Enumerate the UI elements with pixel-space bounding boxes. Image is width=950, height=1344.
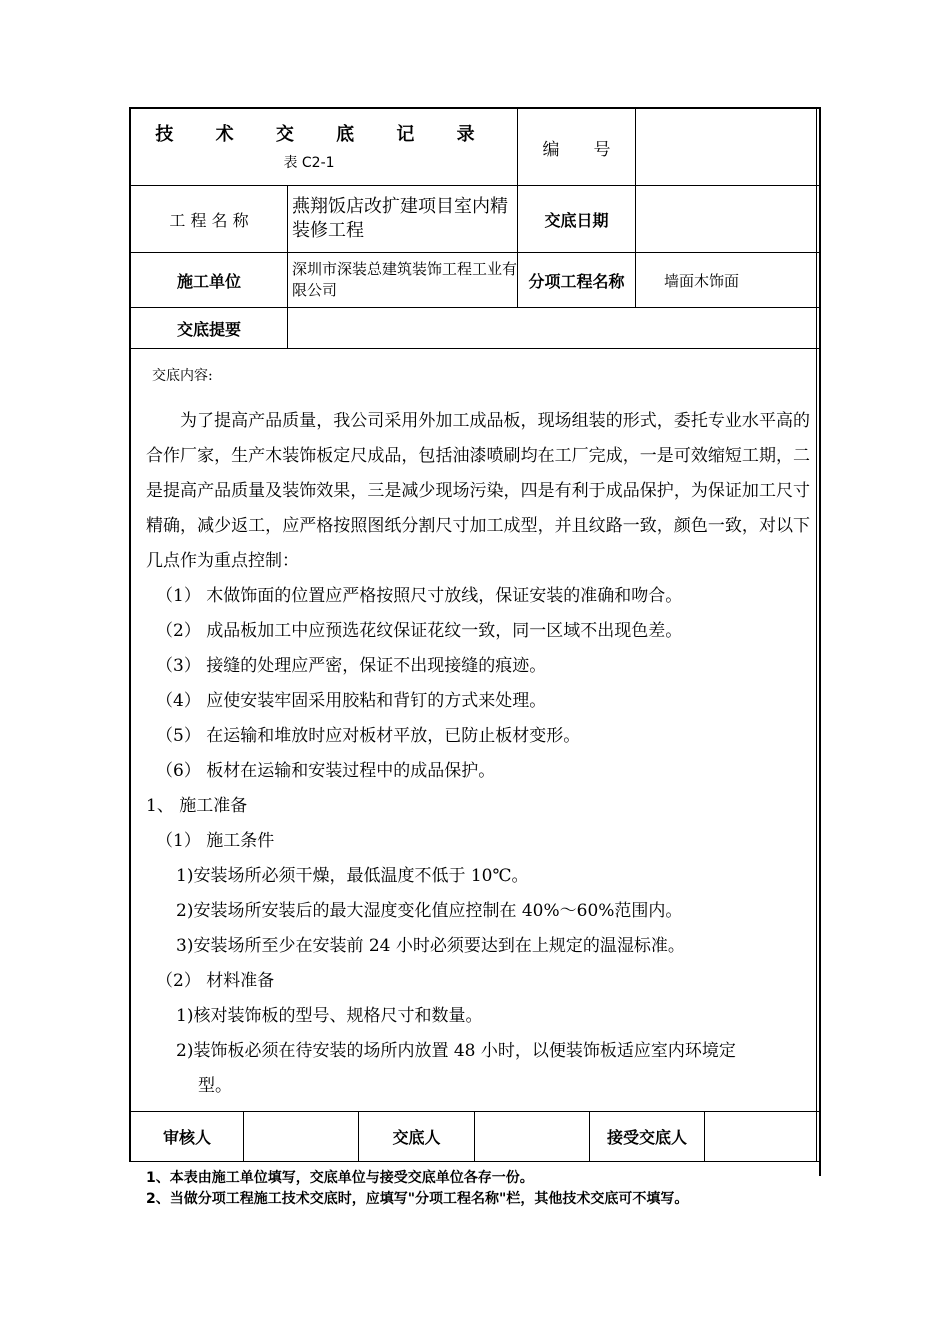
content-intro-label: 交底内容: [152,368,213,384]
summary-field[interactable] [288,308,816,348]
title-cell [131,109,517,185]
project-name-value[interactable]: 燕翔饭店改扩建项目室内精装修工程 [292,196,508,241]
material-2: 2)装饰板必须在待安装的场所内放置 48 小时，以便装饰板适应室内环境定 [176,1041,736,1061]
date-label: 交底日期 [544,210,609,230]
condition-3: 3)安装场所至少在安装前 24 小时必须要达到在上规定的温湿标准。 [176,936,685,956]
point-5: （5） 在运输和堆放时应对板材平放，已防止板材变形。 [156,726,581,746]
contractor-value[interactable]: 深圳市深装总建筑装饰工程工业有限公司 [292,260,518,299]
form-title: 技 术 交 底 记 录 [155,124,493,145]
footnote-2: 2、当做分项工程施工技术交底时，应填写"分项工程名称"栏，其他技术交底可不填写。 [146,1191,689,1207]
presenter-field[interactable] [475,1112,589,1161]
form-number: 表 C2-1 [283,155,335,171]
number-field[interactable] [636,109,816,185]
number-label: 编 号 [542,139,611,160]
conditions-heading: （1） 施工条件 [156,831,275,851]
subproject-label: 分项工程名称 [528,271,625,291]
footnote-1: 1、本表由施工单位填写，交底单位与接受交底单位各存一份。 [146,1170,534,1186]
receiver-field[interactable] [705,1112,816,1161]
summary-label: 交底提要 [176,319,241,339]
section-heading: 1、 施工准备 [146,796,248,816]
condition-1: 1)安装场所必须干燥，最低温度不低于 10℃。 [176,866,529,886]
point-1: （1） 木做饰面的位置应严格按照尺寸放线，保证安装的准确和吻合。 [156,586,683,606]
row-divider-4 [129,348,821,349]
presenter-label: 交底人 [392,1128,441,1147]
reviewer-field[interactable] [244,1112,358,1161]
materials-heading: （2） 材料准备 [156,971,275,991]
reviewer-label: 审核人 [162,1128,211,1147]
table-border-right [819,107,821,1176]
point-2: （2） 成品板加工中应预选花纹保证花纹一致，同一区域不出现色差。 [156,621,683,641]
point-6: （6） 板材在运输和安装过程中的成品保护。 [156,761,496,781]
subproject-value[interactable]: 墙面木饰面 [664,271,740,290]
receiver-label: 接受交底人 [606,1128,687,1147]
contractor-label: 施工单位 [176,271,241,291]
condition-2: 2)安装场所安装后的最大湿度变化值应控制在 40%～60%范围内。 [176,901,683,921]
material-2-cont: 型。 [198,1076,232,1096]
point-3: （3） 接缝的处理应严密，保证不出现接缝的痕迹。 [156,656,547,676]
content-block [146,366,810,1104]
content-paragraph: 为了提高产品质量，我公司采用外加工成品板，现场组装的形式，委托专业水平高的合作厂家，生产木装饰板定尺成品，包括油漆喷刷均在工厂完成，一是可效缩短工期，二是提高产品质量及装饰效果，三是减少现场污染，四是有利于成品保护，为保证加工尺寸精确，减少返工，应严格按照图纸分割尺寸加工成型，并且纹路一致，颜色一致，对以下几点作为重点控制： [146,411,810,571]
date-field[interactable] [636,186,816,252]
project-name-label: 工 程 名 称 [169,210,249,230]
table-inner-right [816,107,817,1162]
row-divider-6 [129,1161,821,1162]
footnotes [146,1168,688,1210]
material-1: 1)核对装饰板的型号、规格尺寸和数量。 [176,1006,483,1026]
point-4: （4） 应使安装牢固采用胶粘和背钉的方式来处理。 [156,691,547,711]
